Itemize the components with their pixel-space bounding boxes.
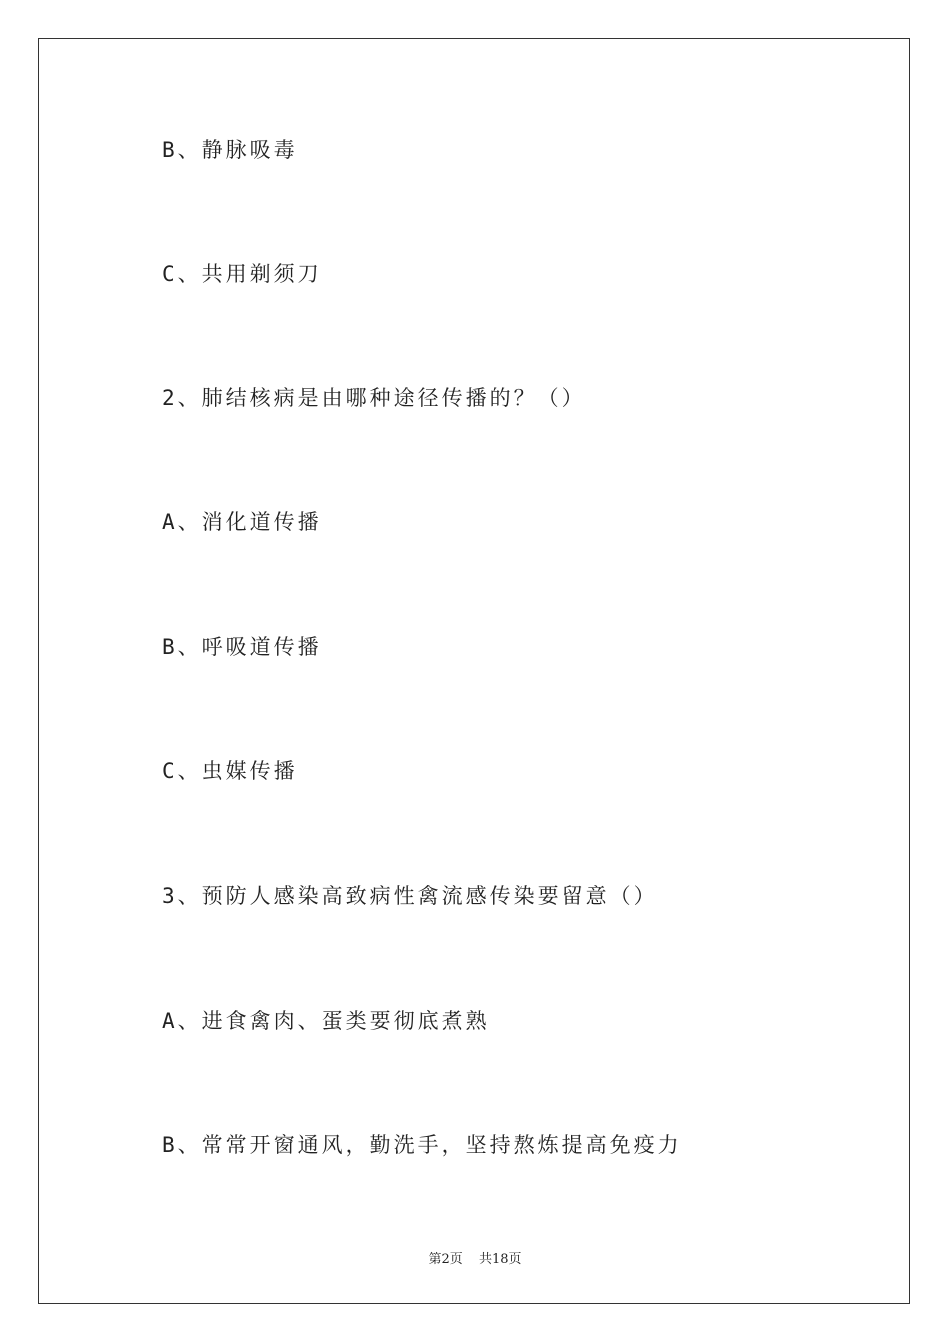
option-b-intravenous-drug: B、静脉吸毒 <box>162 138 298 162</box>
option-b-ventilation: B、常常开窗通风，勤洗手，坚持熬炼提高免疫力 <box>162 1133 682 1157</box>
page-number-total: 共18页 <box>478 1252 522 1267</box>
page-border <box>38 38 910 1304</box>
question-3: 3、预防人感染高致病性禽流感传染要留意（） <box>162 884 658 908</box>
option-a-digestive: A、消化道传播 <box>162 510 322 534</box>
question-2: 2、肺结核病是由哪种途径传播的？（） <box>162 386 586 410</box>
option-c-shared-razor: C、共用剃须刀 <box>162 262 322 286</box>
page-footer <box>0 1248 950 1267</box>
option-b-respiratory: B、呼吸道传播 <box>162 635 322 659</box>
option-c-vector: C、虫媒传播 <box>162 759 298 783</box>
option-a-cook-thoroughly: A、进食禽肉、蛋类要彻底煮熟 <box>162 1009 490 1033</box>
page-number-current: 第2页 <box>428 1252 463 1267</box>
